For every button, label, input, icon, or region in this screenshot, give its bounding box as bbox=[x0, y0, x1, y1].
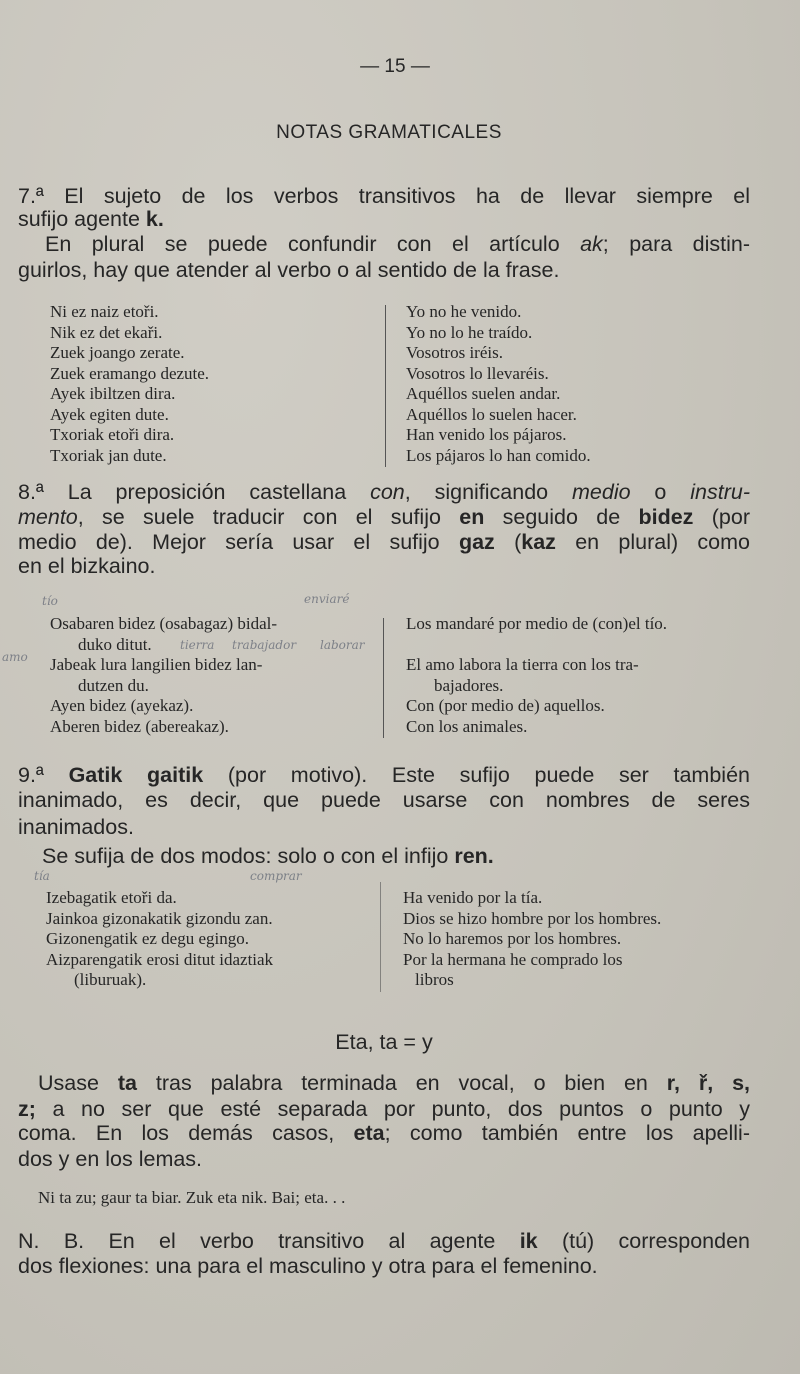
handwritten-note: laborar bbox=[320, 638, 365, 652]
spanish-translation: No lo haremos por los hombres. bbox=[403, 929, 622, 948]
spanish-translation: Ha venido por la tía. bbox=[403, 888, 543, 907]
paragraph-line: 7.ª El sujeto de los verbos transitivos ha de llevar siempre el bbox=[18, 184, 750, 208]
spanish-translation: El amo labora la tierra con los tra- bbox=[406, 655, 639, 674]
basque-example: Zuek eramango dezute. bbox=[50, 363, 210, 383]
basque-example: Ayen bidez (ayekaz). bbox=[50, 696, 194, 715]
italic-term: con bbox=[370, 480, 405, 504]
spanish-translation: Han venido los pájaros. bbox=[406, 425, 567, 444]
paragraph-line bbox=[18, 505, 750, 529]
text: ( bbox=[494, 530, 522, 554]
column-divider bbox=[385, 305, 386, 467]
paragraph-line bbox=[18, 1097, 750, 1121]
basque-example: Izebagatik etoři da. bbox=[46, 888, 177, 907]
paragraph-line bbox=[38, 1071, 750, 1095]
paragraph-line: en el bizkaino. bbox=[18, 554, 156, 578]
spanish-translation: Con los animales. bbox=[406, 716, 528, 736]
paragraph-line: inanimado, es decir, que puede usarse con nombres de seres bbox=[18, 788, 750, 812]
bold-term: gaz bbox=[458, 530, 495, 554]
text: (por bbox=[693, 505, 750, 529]
basque-example: Ni ez naiz etoři. bbox=[50, 302, 159, 321]
basque-example: dutzen du. bbox=[78, 675, 149, 695]
bold-term: ik bbox=[519, 1229, 538, 1253]
text: (por motivo). Este sufijo puede ser también bbox=[203, 763, 750, 787]
basque-example: Aberen bidez (abereakaz). bbox=[50, 716, 229, 736]
bold-term: bidez bbox=[638, 505, 694, 529]
basque-example: Txoriak etoři dira. bbox=[50, 425, 175, 444]
basque-example: Zuek joango zerate. bbox=[50, 343, 185, 362]
text: medio de). Mejor sería usar el sufijo bbox=[18, 530, 459, 554]
bold-term: kaz bbox=[521, 530, 556, 554]
italic-term: instru- bbox=[690, 480, 750, 504]
handwritten-note: amo bbox=[2, 650, 28, 664]
text: , significando bbox=[404, 480, 572, 504]
spanish-translation: Los pájaros lo han comido. bbox=[406, 445, 591, 465]
handwritten-note: comprar bbox=[250, 869, 302, 883]
table2-basque-column bbox=[50, 614, 277, 737]
spanish-translation: libros bbox=[415, 970, 454, 989]
bold-term: r, ř, s, bbox=[666, 1071, 751, 1095]
italic-term: mento bbox=[18, 505, 78, 529]
basque-example: Jainkoa gizonakatik gizondu zan. bbox=[46, 908, 273, 928]
text: tras palabra terminada en vocal, o bien en bbox=[136, 1071, 667, 1095]
paragraph-line: inanimados. bbox=[18, 815, 134, 839]
table1-basque-column bbox=[50, 302, 209, 466]
paragraph-line: dos y en los lemas. bbox=[18, 1147, 203, 1171]
text: En plural se puede confundir con el artículo bbox=[45, 232, 581, 256]
text: sufijo agente bbox=[18, 207, 146, 231]
paragraph-line bbox=[18, 530, 750, 554]
handwritten-note: tierra bbox=[180, 638, 215, 652]
bold-term: z; bbox=[18, 1097, 36, 1121]
spanish-translation: Vosotros lo llevaréis. bbox=[406, 363, 549, 383]
spanish-translation: Por la hermana he comprado los bbox=[403, 949, 623, 969]
spanish-translation: Yo no he venido. bbox=[406, 302, 522, 321]
basque-example: Osabaren bidez (osabagaz) bidal- bbox=[50, 614, 278, 633]
spanish-translation: Vosotros iréis. bbox=[406, 343, 503, 362]
spanish-translation bbox=[406, 635, 667, 656]
page-number: — 15 — bbox=[360, 56, 430, 77]
basque-example: Ayek egiten dute. bbox=[50, 404, 169, 424]
bold-term: en bbox=[459, 505, 485, 529]
spanish-translation: bajadores. bbox=[434, 675, 504, 695]
text: ; como también entre los apelli- bbox=[384, 1121, 750, 1145]
basque-example: Aizparengatik erosi ditut idaztiak bbox=[46, 949, 274, 969]
paragraph-line bbox=[18, 1229, 750, 1253]
basque-example: Txoriak jan dute. bbox=[50, 445, 167, 465]
paragraph-line: guirlos, hay que atender al verbo o al sentido de la frase. bbox=[18, 258, 560, 282]
bold-term: ta bbox=[117, 1071, 137, 1095]
paragraph-line: dos flexiones: una para el masculino y otra para el femenino. bbox=[18, 1254, 598, 1278]
basque-example: (liburuak). bbox=[74, 970, 147, 989]
spanish-translation: Dios se hizo hombre por los hombres. bbox=[403, 908, 662, 928]
italic-term: medio bbox=[572, 480, 631, 504]
spanish-translation: Yo no lo he traído. bbox=[406, 322, 533, 342]
basque-example: Gizonengatik ez degu egingo. bbox=[46, 929, 249, 948]
bold-term: k. bbox=[145, 207, 164, 231]
table2-spanish-column bbox=[406, 614, 667, 737]
text: 8.ª La preposición castellana bbox=[18, 480, 371, 504]
spanish-translation: Aquéllos suelen andar. bbox=[406, 384, 561, 403]
paragraph-line bbox=[45, 232, 750, 256]
bold-term: ren. bbox=[454, 844, 494, 868]
basque-example: Jabeak lura langilien bidez lan- bbox=[50, 655, 263, 674]
table3-basque-column bbox=[46, 888, 273, 991]
paragraph-line bbox=[18, 1121, 750, 1145]
text: , se suele traducir con el sufijo bbox=[77, 505, 460, 529]
table3-spanish-column bbox=[403, 888, 661, 991]
text: ; para distin- bbox=[602, 232, 750, 256]
table1-spanish-column bbox=[406, 302, 591, 466]
handwritten-note: trabajador bbox=[232, 638, 297, 652]
page-title: NOTAS GRAMATICALES bbox=[276, 122, 502, 143]
column-divider bbox=[383, 618, 384, 738]
paragraph-line bbox=[18, 480, 750, 504]
text: Usase bbox=[38, 1071, 118, 1095]
text: seguido de bbox=[484, 505, 639, 529]
column-divider bbox=[380, 882, 381, 992]
bold-term: Gatik gaitik bbox=[68, 763, 204, 787]
handwritten-note: enviaré bbox=[304, 592, 350, 606]
section-heading: Eta, ta = y bbox=[335, 1030, 433, 1054]
italic-term: ak bbox=[580, 232, 603, 256]
text: 9.ª bbox=[18, 763, 69, 787]
paragraph-line bbox=[18, 207, 750, 231]
spanish-translation: Aquéllos lo suelen hacer. bbox=[406, 404, 577, 424]
text: a no ser que esté separada por punto, dos puntos o punto y bbox=[35, 1097, 750, 1121]
text: Se sufija de dos modos: solo o con el infijo bbox=[42, 844, 455, 868]
example-line: Ni ta zu; gaur ta biar. Zuk eta nik. Bai; eta. . . bbox=[38, 1188, 346, 1207]
text: (tú) corresponden bbox=[537, 1229, 750, 1253]
text: coma. En los demás casos, bbox=[18, 1121, 354, 1145]
bold-term: eta bbox=[353, 1121, 385, 1145]
text: o bbox=[630, 480, 691, 504]
spanish-translation: Los mandaré por medio de (con)el tío. bbox=[406, 614, 668, 633]
handwritten-note: tía bbox=[34, 869, 50, 883]
text: en plural) como bbox=[555, 530, 751, 554]
basque-example: Nik ez det ekaři. bbox=[50, 322, 163, 342]
basque-example: Ayek ibiltzen dira. bbox=[50, 384, 176, 403]
paragraph-line bbox=[18, 763, 750, 787]
text: N. B. En el verbo transitivo al agente bbox=[18, 1229, 520, 1253]
handwritten-note: tío bbox=[42, 594, 58, 608]
spanish-translation: Con (por medio de) aquellos. bbox=[406, 696, 605, 715]
paragraph-line bbox=[42, 844, 774, 868]
basque-example: duko ditut. bbox=[78, 634, 152, 654]
